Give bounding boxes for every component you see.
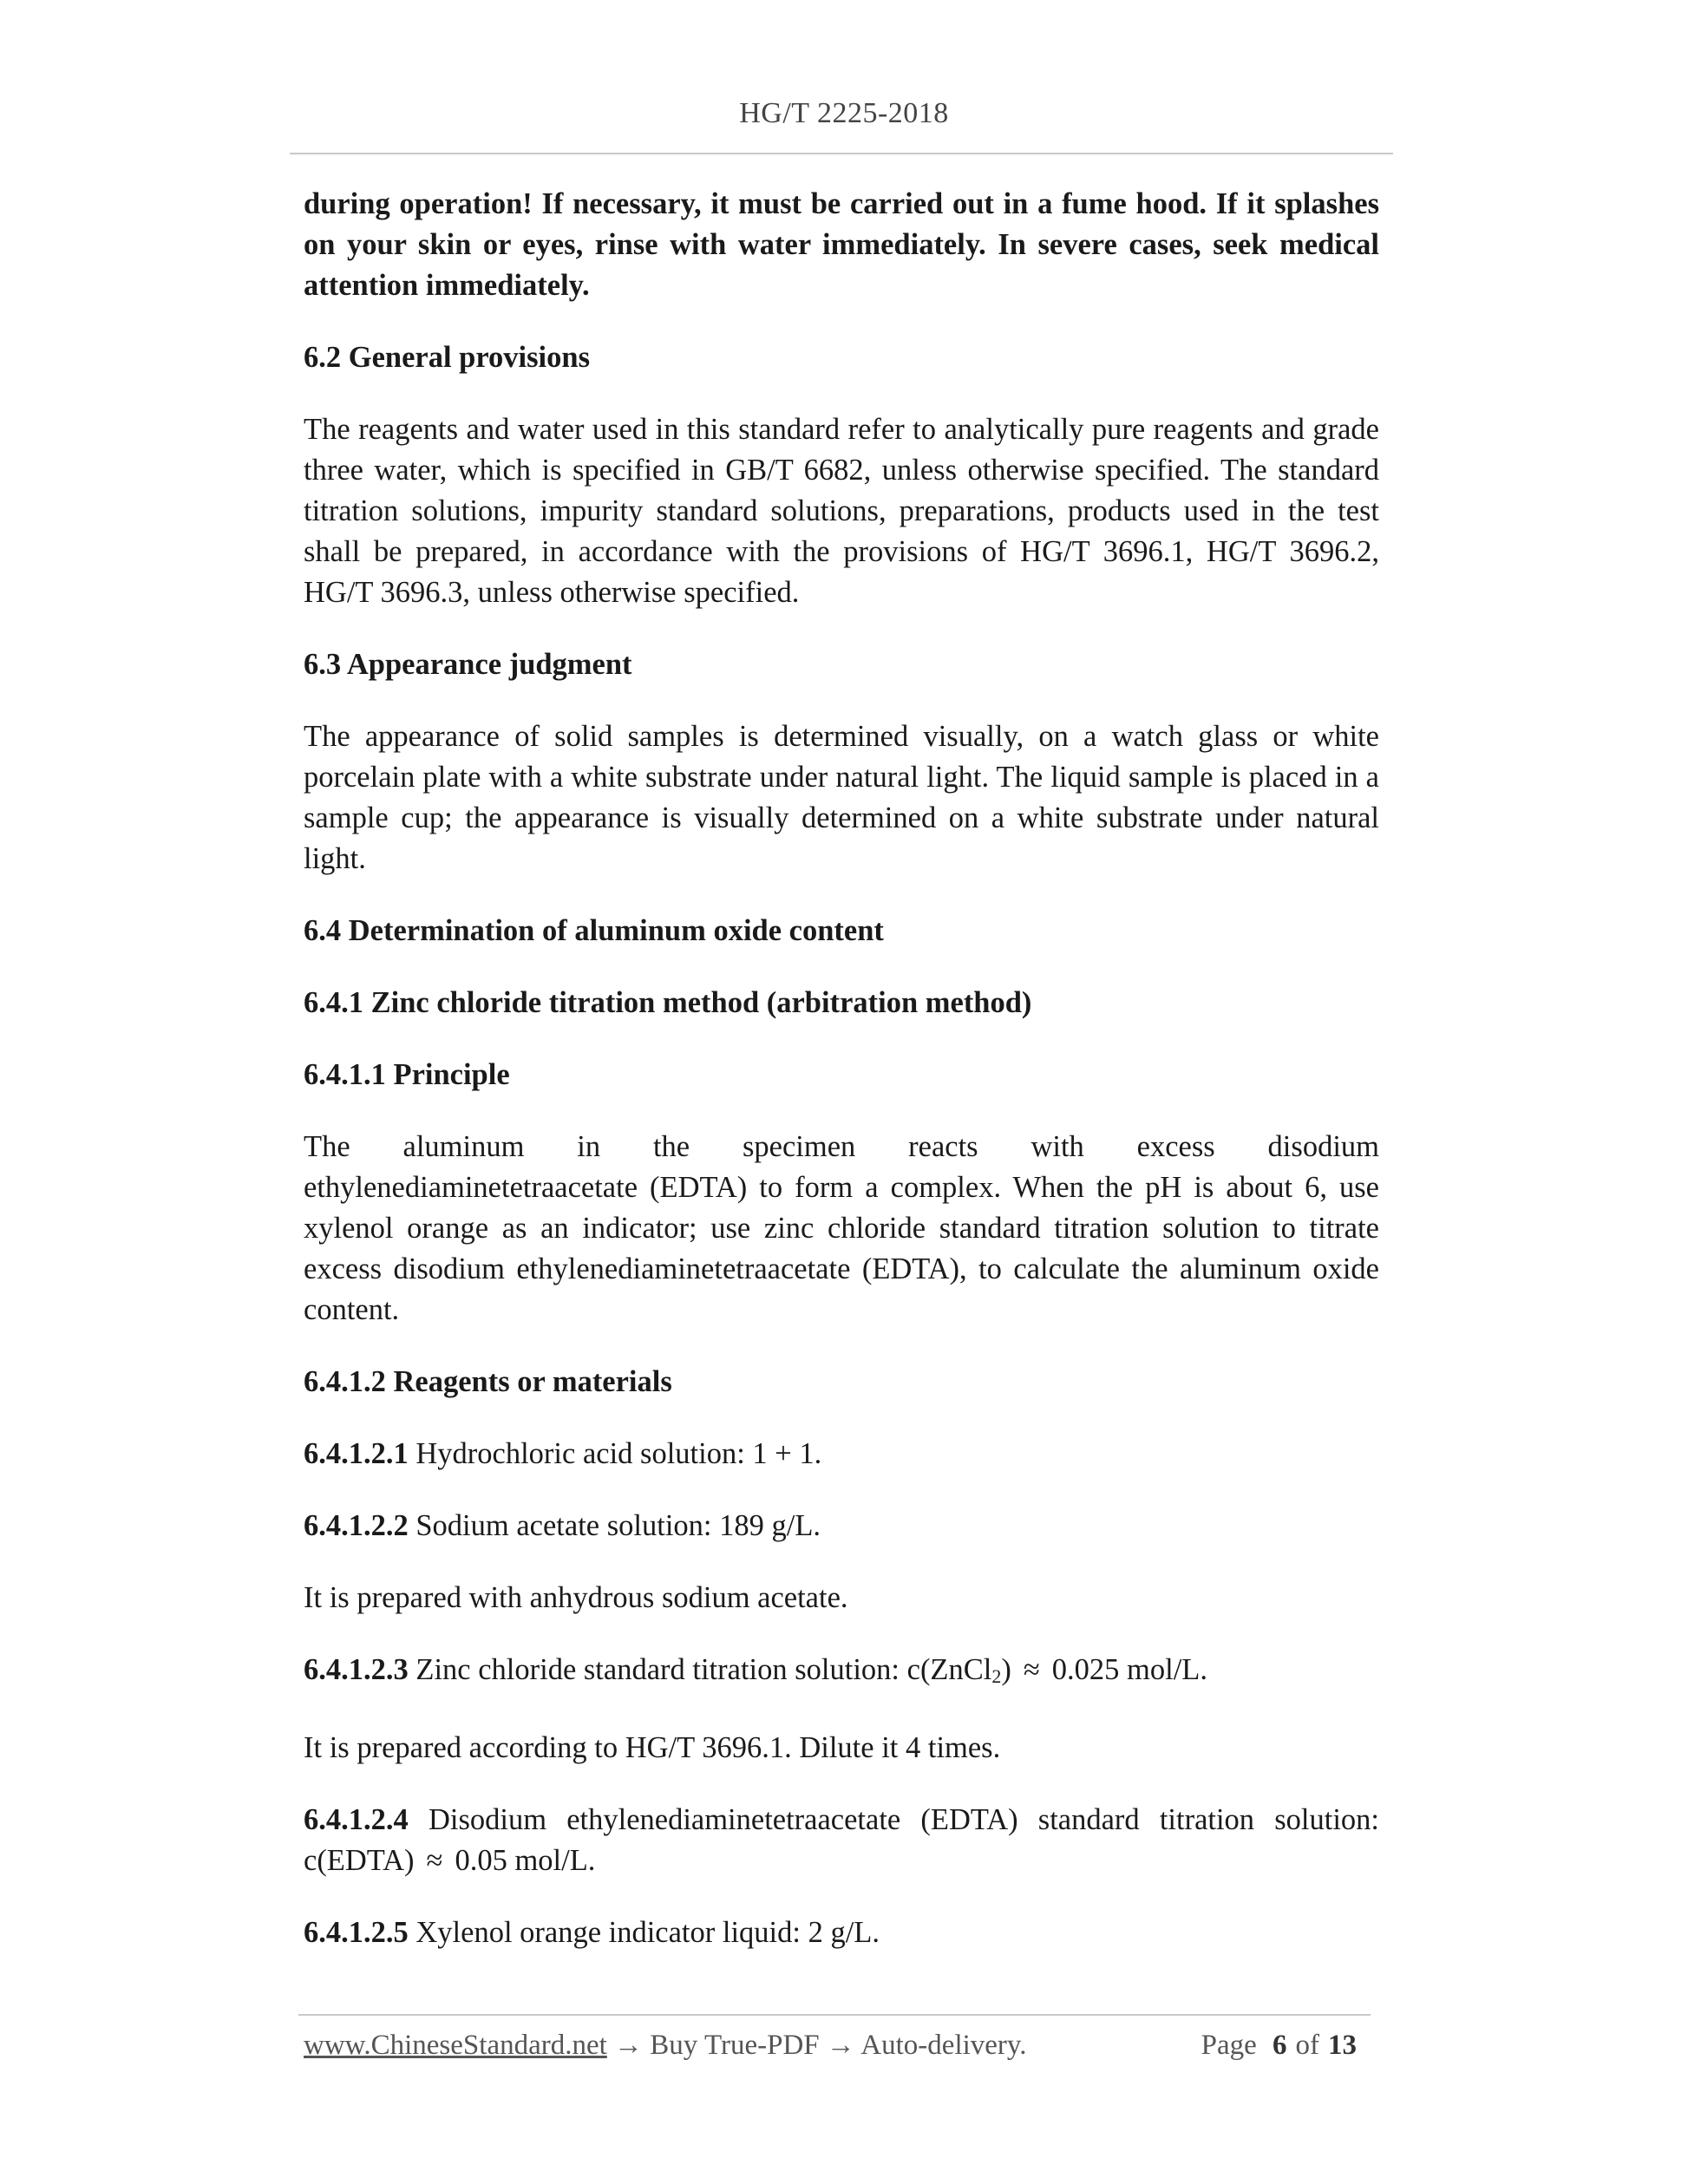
item-number: 6.4.1.2.1 [304, 1437, 409, 1470]
heading-6-4-1-1: 6.4.1.1 Principle [304, 1058, 510, 1091]
item-value: 0.025 mol/L. [1051, 1653, 1208, 1686]
item-6-4-1-2-5 [304, 1913, 1379, 1953]
page-total: 13 [1328, 2030, 1357, 2061]
item-text: Sodium acetate solution: 189 g/L. [415, 1509, 821, 1542]
page-footer [304, 2030, 1365, 2073]
item-6-4-1-2-3 [304, 1650, 1379, 1697]
paragraph-6-2: The reagents and water used in this standard refer to analytically pure reagents and grade three water, which is specified in GB/T 6682, unless otherwise specified. The standard titration solutions, impurity standard solutions, preparations, products used in the test shall be prepared, in accordance with the provisions of HG/T 3696.1, HG/T 3696.2, HG/T 3696.3, unless otherwise specified. [304, 413, 1379, 609]
item-note: It is prepared according to HG/T 3696.1. Dilute it 4 times. [304, 1731, 1001, 1764]
item-text: Hydrochloric acid solution: 1 + 1. [415, 1437, 822, 1470]
paragraph-6-4-1-1 [304, 1127, 1379, 1331]
safety-warning: during operation! If necessary, it must be carried out in a fume hood. If it splashes on your skin or eyes, rinse with water immediately. In severe cases, seek medical attention immediately. [304, 187, 1379, 302]
item-6-4-1-2-4 [304, 1800, 1379, 1881]
item-number: 6.4.1.2.5 [304, 1916, 409, 1949]
item-value: 0.05 mol/L. [455, 1844, 596, 1877]
heading-6-3: 6.3 Appearance judgment [304, 648, 632, 681]
item-note: It is prepared with anhydrous sodium acetate. [304, 1581, 848, 1614]
item-number: 6.4.1.2.4 [304, 1803, 409, 1836]
footer-promo-text: → Buy True-PDF → Auto-delivery. [606, 2030, 1027, 2061]
document-header: HG/T 2225-2018 [739, 97, 949, 129]
item-text: Disodium ethylenediaminetetraacetate (EDTA) standard titration solution: c(EDTA) [304, 1803, 1380, 1877]
heading-6-4-1: 6.4.1 Zinc chloride titration method (arbitration method) [304, 986, 1032, 1019]
item-text-close: ) [1001, 1653, 1011, 1686]
heading-6-2: 6.2 General provisions [304, 341, 591, 374]
item-6-4-1-2-2 [304, 1506, 1379, 1546]
paragraph-6-3: The appearance of solid samples is determined visually, on a watch glass or white porcelain plate with a white substrate under natural light. The liquid sample is placed in a sample cup; the appearance is visually determined on a white substrate under natural light. [304, 720, 1379, 875]
item-6-4-1-2-1 [304, 1434, 1379, 1475]
page-body [304, 184, 1379, 1985]
page-indicator [1201, 2030, 1365, 2062]
principle-rest: ethylenediaminetetraacetate (EDTA) to form a complex. When the pH is about 6, use xylenol orange as an indicator; use zinc chloride standard titration solution to titrate excess disodium ethylenediaminetetraacetate (EDTA), to calculate the aluminum oxide content. [304, 1171, 1379, 1326]
subscript: 2 [991, 1665, 1002, 1687]
heading-6-4-1-2: 6.4.1.2 Reagents or materials [304, 1365, 672, 1398]
item-number: 6.4.1.2.3 [304, 1653, 409, 1686]
header-divider [290, 153, 1393, 154]
item-number: 6.4.1.2.2 [304, 1509, 409, 1542]
approx-symbol: ≈ [426, 1844, 443, 1877]
page-number: 6 [1273, 2030, 1287, 2061]
footer-divider [298, 2014, 1371, 2016]
item-text: Zinc chloride standard titration solution: c(ZnCl [415, 1653, 992, 1686]
footer-promo [304, 2030, 1027, 2062]
principle-first-line: The aluminum in the specimen reacts with excess disodium [304, 1130, 1379, 1163]
item-text: Xylenol orange indicator liquid: 2 g/L. [415, 1916, 880, 1949]
of-label: of [1295, 2030, 1319, 2061]
page-label: Page [1201, 2030, 1257, 2061]
website-link[interactable]: www.ChineseStandard.net [304, 2030, 607, 2061]
approx-symbol: ≈ [1023, 1653, 1040, 1686]
heading-6-4: 6.4 Determination of aluminum oxide content [304, 914, 884, 947]
